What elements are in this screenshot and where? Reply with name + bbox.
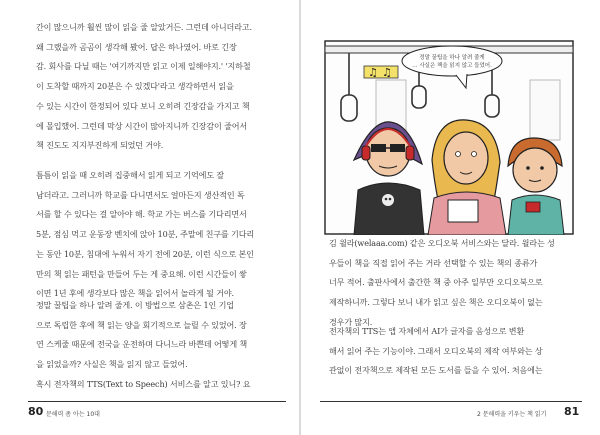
paragraph-1: 김 윌라(welaaa.com) 같은 오디오북 서비스와는 달라. 윌라는 성 우들이 책을 직접 읽어 주는 거라 선택할 수 있는 책의 종류가 너무 적어. 출판사에서 출간한 책 중 아주 일부만 오디오북으로 제작하니까. 그렇다 보니 내가 읽고 싶은 책은 오디오북이 없는 경우가 많지.	[329, 238, 555, 327]
speech-bubble-line-2: … 사실은 책을 읽지 않고 들었어.	[412, 63, 492, 69]
paragraph-1: 간이 많으니까 훨씬 많이 읽을 줄 알았거든. 그런데 아니더라고. 왜 그랬을까 곰곰이 생각해 봤어. 답은 하나였어. 바로 긴장 감. 회사를 다닐 때는 '여기까지만 읽고 이제 일해야지.' '지하철 이 도착할 때까지 20분은 수 있겠다'라고 생각하면서 읽을 수 있는 시간이 한정되어 있다 보니 오히려 긴장감을 가지고 책 에 몰입했어. 그런데 막상 시간이 많아지니까 긴장감이 줄어서 책 진도도 지지부진하게 되었던 거야.	[36, 22, 252, 151]
paragraph-2: 전자책의 TTS는 앱 자체에서 AI가 글자를 음성으로 변환 해서 읽어 주는 기능이야. 그래서 오디오북의 제작 여부와는 상 관없이 전자책으로 제작된 모든 도서를 들을 수 있어. 처음에는	[329, 326, 543, 376]
music-notes	[364, 66, 398, 79]
paragraph-2: 틈틈이 읽을 때 오히려 집중해서 읽게 되고 기억에도 잘 남더라고. 그러니까 학교를 다니면서도 얼마든지 생산적인 독 서를 할 수 있다는 걸 알아야 해. 학교 가는 버스를 기다리면서 5분, 점심 먹고 운동장 벤치에 앉아 10분, 주말에 친구를 기다리 는 동안 10분, 침대에 누워서 자기 전에 20분, 이런 식으로 본인 만의 책 읽는 패턴을 만들어 두는 게 중요해. 이런 시간들이 쌓 이면 1년 후에 생각보다 많은 책을 읽어서 놀라게 될 거야.	[36, 170, 255, 299]
page-number: 81	[564, 405, 580, 418]
music-note-icon-2: ♫	[382, 66, 392, 79]
subway-illustration	[324, 40, 574, 235]
running-head: 2 문해력을 키우는 책 읽기	[477, 411, 547, 418]
footer-rule	[320, 401, 582, 402]
speech-bubble-line-1: 정말 꿀팁을 하나 알려 줄게	[419, 55, 485, 61]
paragraph-4: 혹시 전자책의 TTS(Text to Speech) 서비스를 알고 있니? 요	[36, 379, 251, 389]
running-head: 문해력 좀 아는 10대	[46, 411, 100, 418]
music-note-icon: ♫	[368, 66, 378, 79]
footer-rule	[28, 401, 286, 402]
right-page	[301, 0, 599, 435]
left-page	[0, 0, 298, 435]
paragraph-3: 정말 꿀팁을 하나 알려 줄게. 이 방법으로 삼촌은 1인 기업 으로 독립한 후에 책 읽는 양을 회기적으로 늘릴 수 있었어. 장 연 스케줄 때문에 전국을 운전하며 다니느라 바쁜데 어떻게 책 을 읽었을까? 사실은 책을 읽지 않고 들었어.	[36, 300, 248, 370]
page-number: 80	[28, 405, 44, 418]
